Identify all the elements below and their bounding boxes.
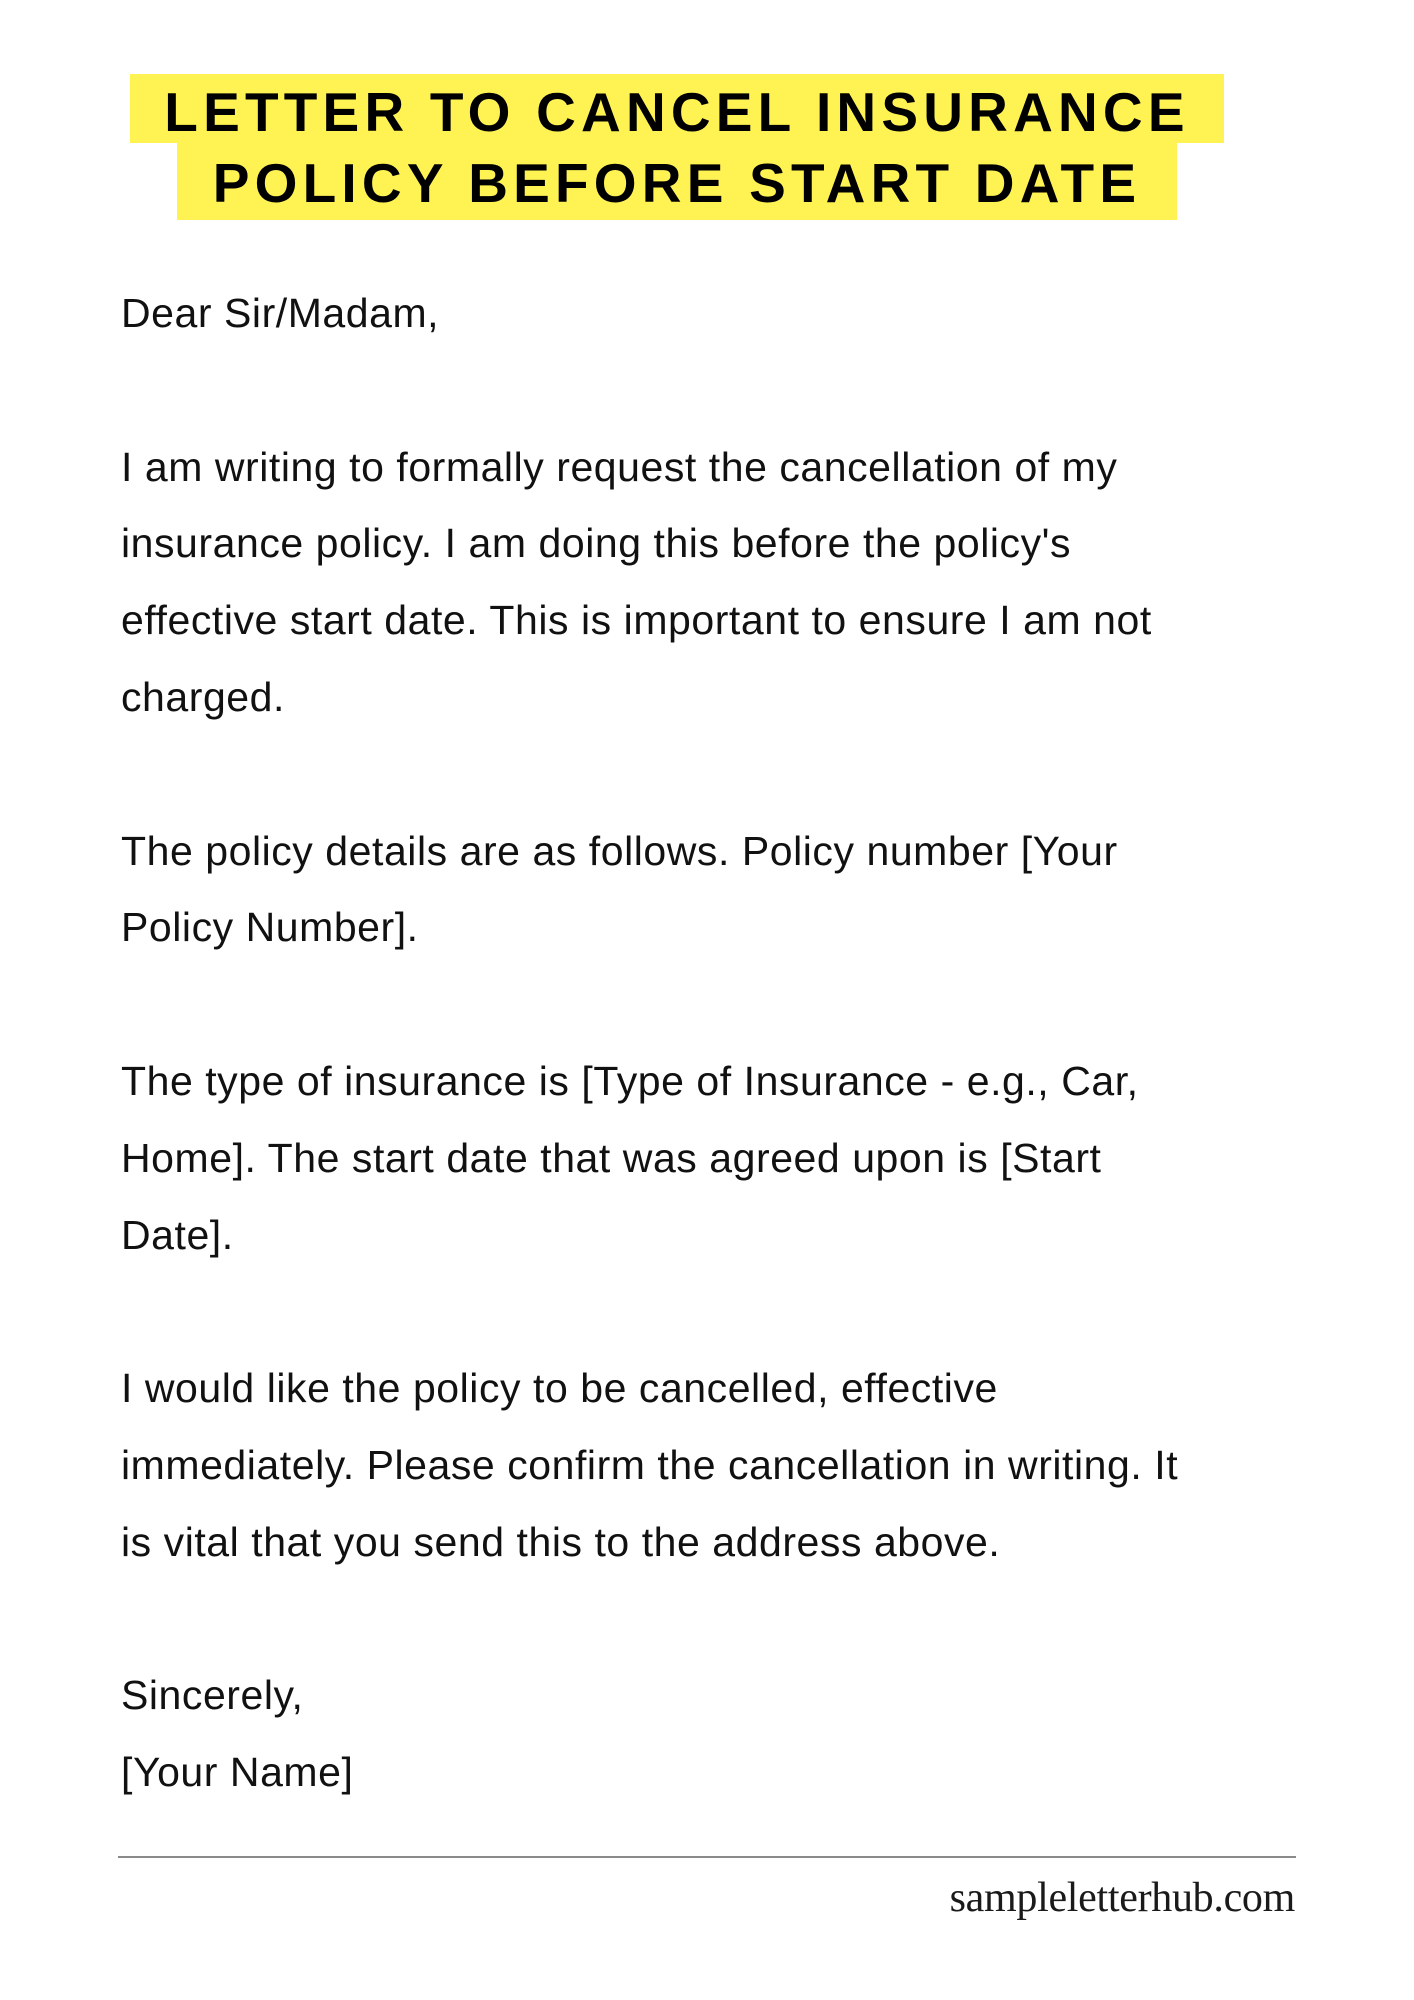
paragraph-line: The policy details are as follows. Policy number [Your: [121, 827, 1118, 874]
title-highlight-line-1: [130, 74, 1224, 143]
paragraph-3: [121, 1043, 1381, 1273]
paragraph-spacer: [121, 352, 1381, 429]
paragraph-line: is vital that you send this to the address above.: [121, 1518, 1001, 1565]
footer-divider: [118, 1856, 1296, 1858]
paragraph-line: effective start date. This is important to ensure I am not: [121, 597, 1152, 644]
paragraph-line: The type of insurance is [Type of Insurance - e.g., Car,: [121, 1057, 1139, 1104]
salutation: Dear Sir/Madam,: [121, 290, 440, 336]
paragraph-line: Home]. The start date that was agreed upon is [Start: [121, 1134, 1102, 1181]
paragraph-line: charged.: [121, 673, 285, 720]
paragraph-1: [121, 429, 1381, 736]
signature-name: [Your Name]: [121, 1749, 354, 1796]
paragraph-spacer: [121, 966, 1381, 1043]
paragraph-spacer: [121, 736, 1381, 813]
paragraph-line: Policy Number].: [121, 904, 419, 951]
title-highlight-line-2: [177, 143, 1177, 220]
letter-body: [121, 275, 1381, 1811]
paragraph-2: [121, 813, 1381, 967]
paragraph-line: I would like the policy to be cancelled, effective: [121, 1365, 998, 1412]
paragraph-spacer: [121, 1581, 1381, 1658]
closing: Sincerely,: [121, 1672, 304, 1719]
paragraph-line: immediately. Please confirm the cancellation in writing. It: [121, 1441, 1179, 1488]
paragraph-spacer: [121, 1273, 1381, 1350]
paragraph-4: [121, 1350, 1381, 1580]
page-title-line-1: LETTER TO CANCEL INSURANCE: [164, 81, 1190, 143]
paragraph-line: insurance policy. I am doing this before the policy's: [121, 520, 1072, 567]
page-title-line-2: POLICY BEFORE START DATE: [212, 152, 1142, 214]
footer-site-name: sampleletterhub.com: [949, 1875, 1295, 1921]
paragraph-line: I am writing to formally request the cancellation of my: [121, 443, 1118, 490]
paragraph-line: Date].: [121, 1211, 234, 1258]
